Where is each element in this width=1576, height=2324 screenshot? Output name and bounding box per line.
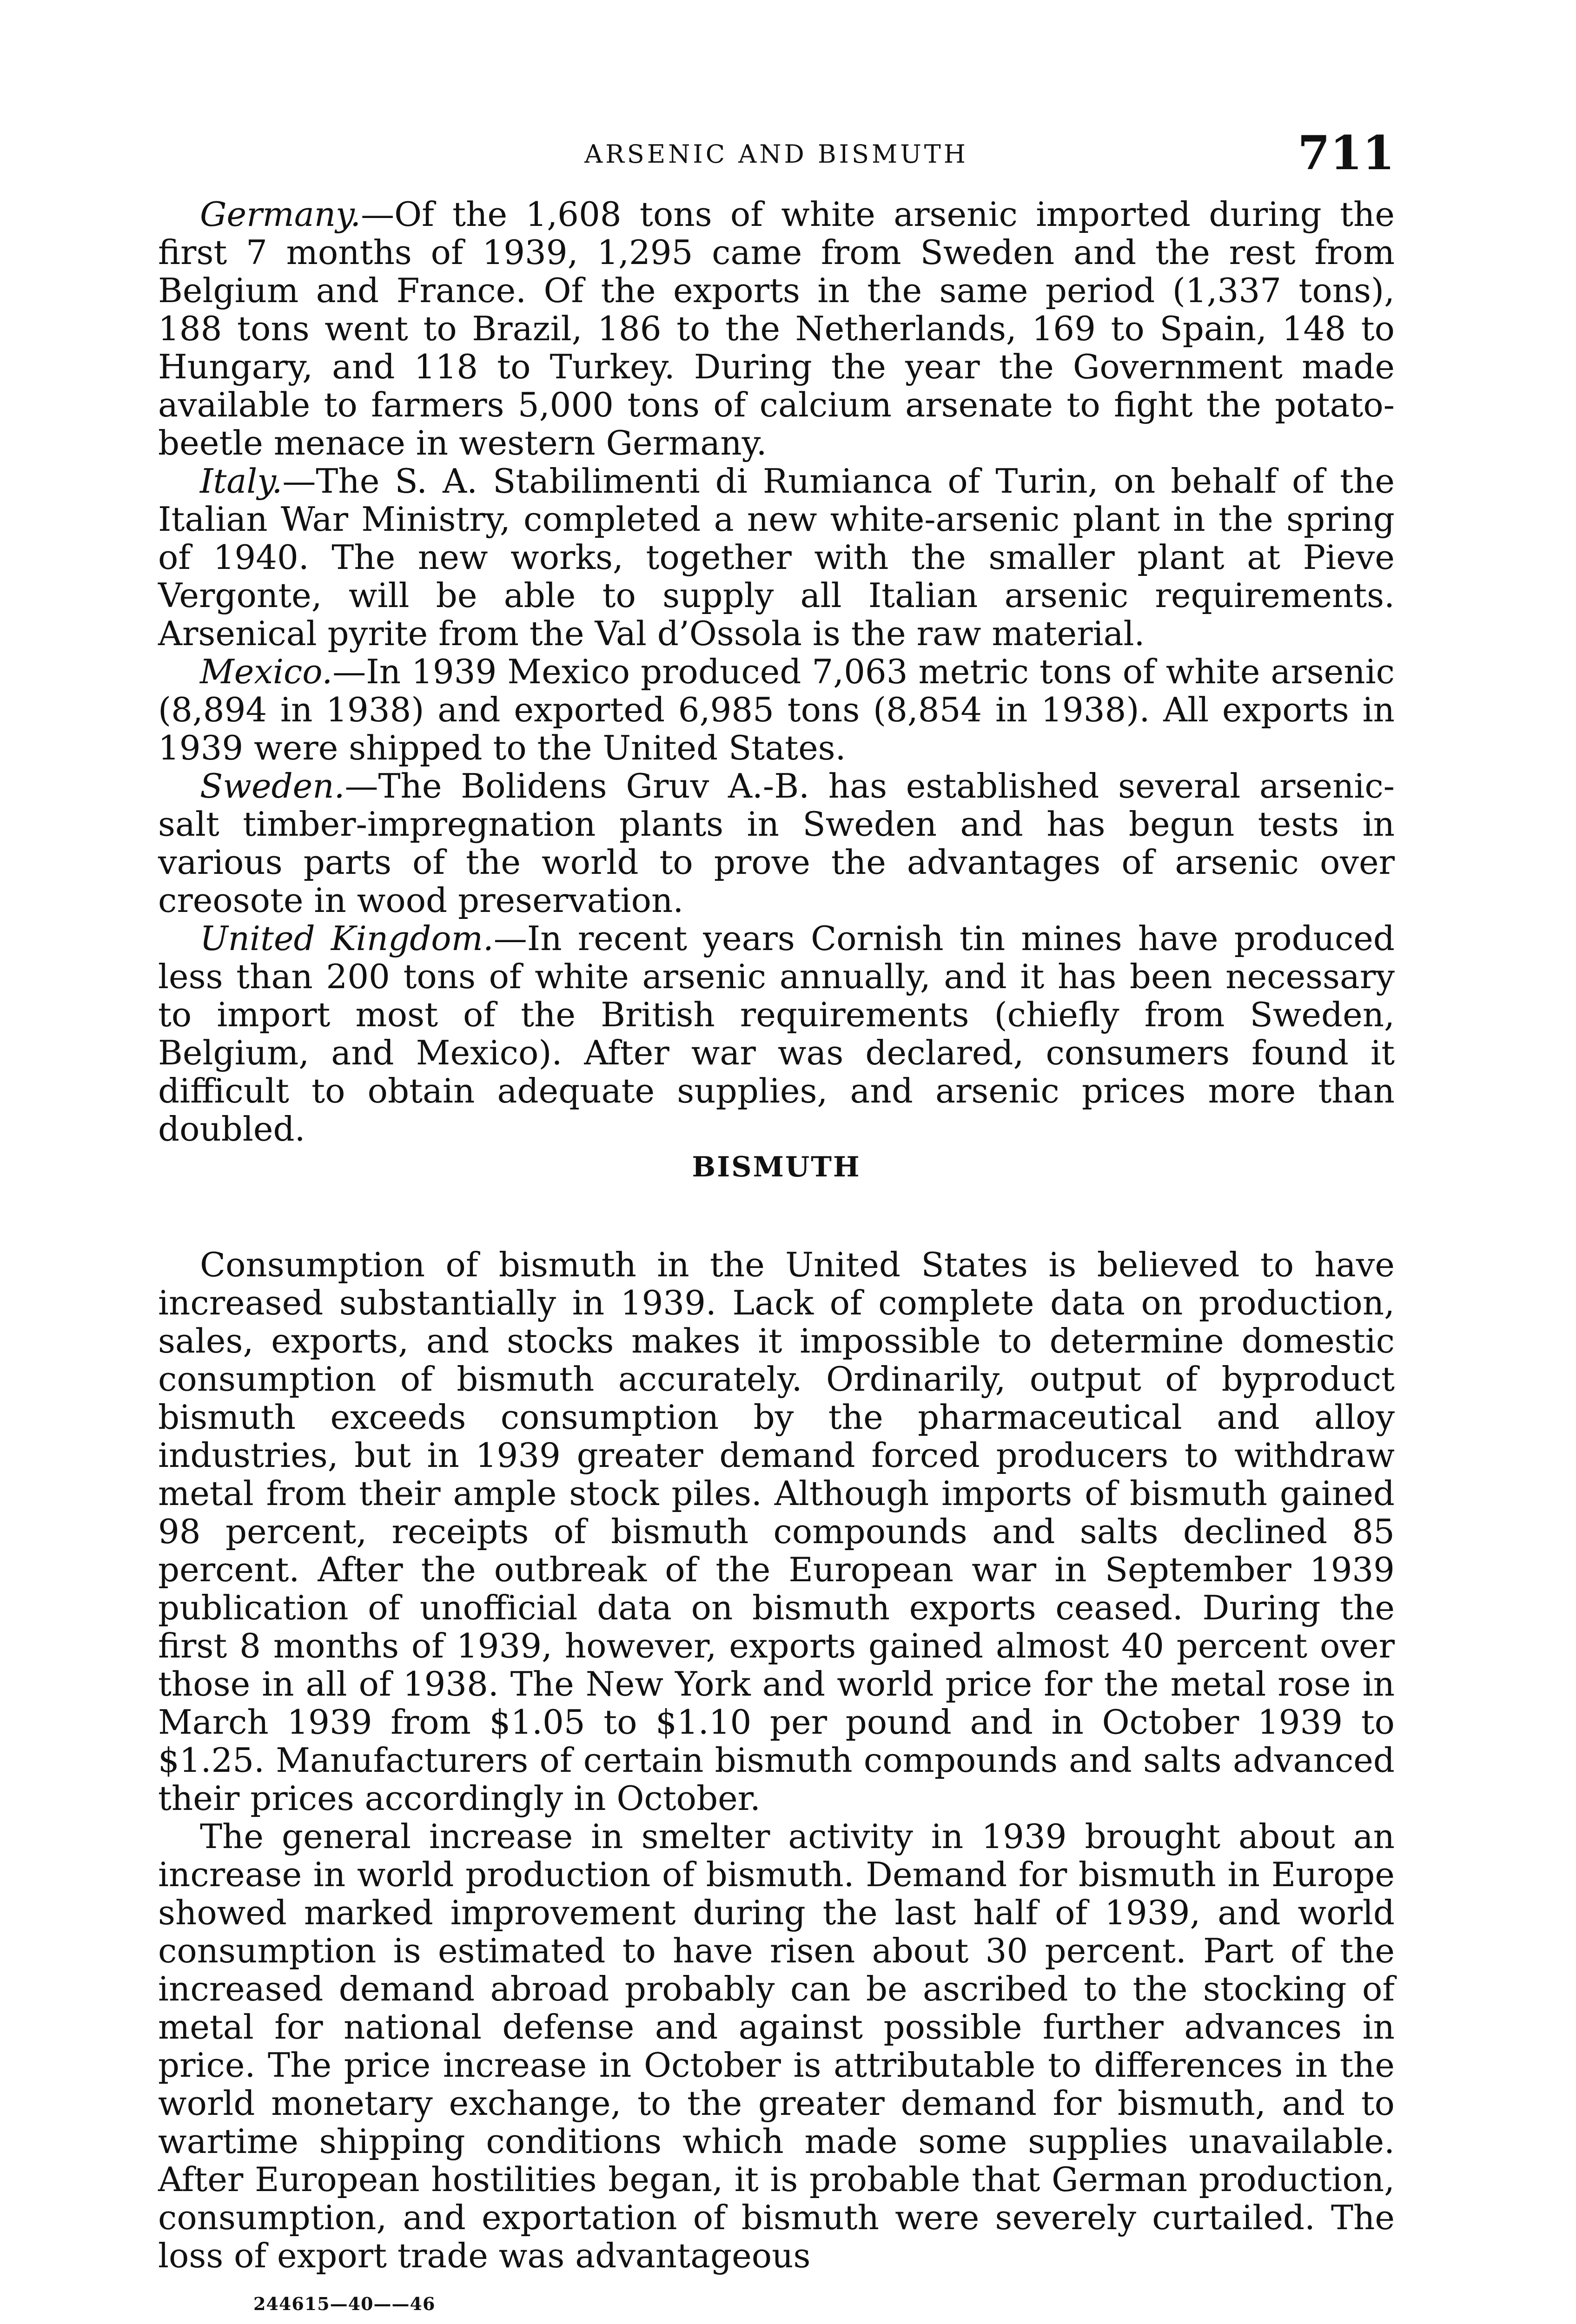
paragraph-text: —The S. A. Stabilimenti di Rumianca of Turin, on behalf of the Italian War Ministry, completed a new white-arsenic plant in the spring of 1940. The new works, together with the smaller plant at Pieve Vergonte, will be able to supply all Italian arsenic requirements. Arsenical pyrite from the Val d’Ossola is the raw material. [158, 462, 1395, 653]
paragraph-text: —The Bolidens Gruv A.-B. has established several arsenic-salt timber-impregnation plants in Sweden and has begun tests in various parts of the world to prove the advantages of arsenic over creosote in wood preservation. [158, 766, 1395, 920]
country-name: Italy. [200, 462, 283, 501]
paragraph-germany [158, 195, 1395, 462]
country-name: Sweden. [200, 766, 345, 805]
page-number: 711 [1298, 125, 1395, 180]
country-name: Mexico. [200, 652, 333, 691]
paragraph-text: —In recent years Cornish tin mines have produced less than 200 tons of white arsenic annually, and it has been necessary to import most of the British requirements (chiefly from Sweden, Belgium, and Mexico). After war was declared, consumers found it difficult to obtain adequate supplies, and arsenic prices more than doubled. [158, 919, 1395, 1149]
country-name: United Kingdom. [200, 919, 494, 958]
document-page [158, 125, 1395, 2314]
country-name: Germany. [200, 195, 361, 234]
running-head [158, 125, 1395, 195]
paragraph-united-kingdom [158, 919, 1395, 1148]
running-title: ARSENIC AND BISMUTH [584, 139, 968, 169]
paragraph-italy [158, 462, 1395, 653]
paragraph-bismuth-world-production: The general increase in smelter activity in 1939 brought about an increase in world production of bismuth. Demand for bismuth in Europe showed marked improvement during the last half of 1939, and world consumption is estimated to have risen about 30 percent. Part of the increased demand abroad probably can be ascribed to the stocking of metal for national defense and against possible further advances in price. The price increase in October is attributable to differences in the world monetary exchange, to the greater demand for bismuth, and to wartime shipping conditions which made some supplies unavailable. After European hostilities began, it is probable that German production, consumption, and exportation of bismuth were severely curtailed. The loss of export trade was advantageous [158, 1817, 1395, 2275]
paragraph-text: —Of the 1,608 tons of white arsenic imported during the first 7 months of 1939, 1,295 came from Sweden and the rest from Belgium and France. Of the exports in the same period (1,337 tons), 188 tons went to Brazil, 186 to the Netherlands, 169 to Spain, 148 to Hungary, and 118 to Turkey. During the year the Government made available to farmers 5,000 tons of calcium arsenate to fight the potato-beetle menace in western Germany. [158, 195, 1395, 462]
paragraph-mexico [158, 653, 1395, 767]
section-heading-bismuth: BISMUTH [692, 1151, 861, 1183]
print-code: 244615—40——46 [253, 2293, 436, 2314]
paragraph-sweden [158, 767, 1395, 919]
paragraph-text: —In 1939 Mexico produced 7,063 metric tons of white arsenic (8,894 in 1938) and exported 6,985 tons (8,854 in 1938). All exports in 1939 were shipped to the United States. [158, 652, 1395, 767]
paragraph-bismuth-consumption: Consumption of bismuth in the United States is believed to have increased substantially in 1939. Lack of complete data on production, sales, exports, and stocks makes it impossible to determine domestic consumption of bismuth accurately. Ordinarily, output of byproduct bismuth exceeds consumption by the pharmaceutical and alloy industries, but in 1939 greater demand forced producers to withdraw metal from their ample stock piles. Although imports of bismuth gained 98 percent, receipts of bismuth compounds and salts declined 85 percent. After the outbreak of the European war in September 1939 publication of unofficial data on bismuth exports ceased. During the first 8 months of 1939, however, exports gained almost 40 percent over those in all of 1938. The New York and world price for the metal rose in March 1939 from $1.05 to $1.10 per pound and in October 1939 to $1.25. Manufacturers of certain bismuth compounds and salts advanced their prices accordingly in October. [158, 1245, 1395, 1818]
